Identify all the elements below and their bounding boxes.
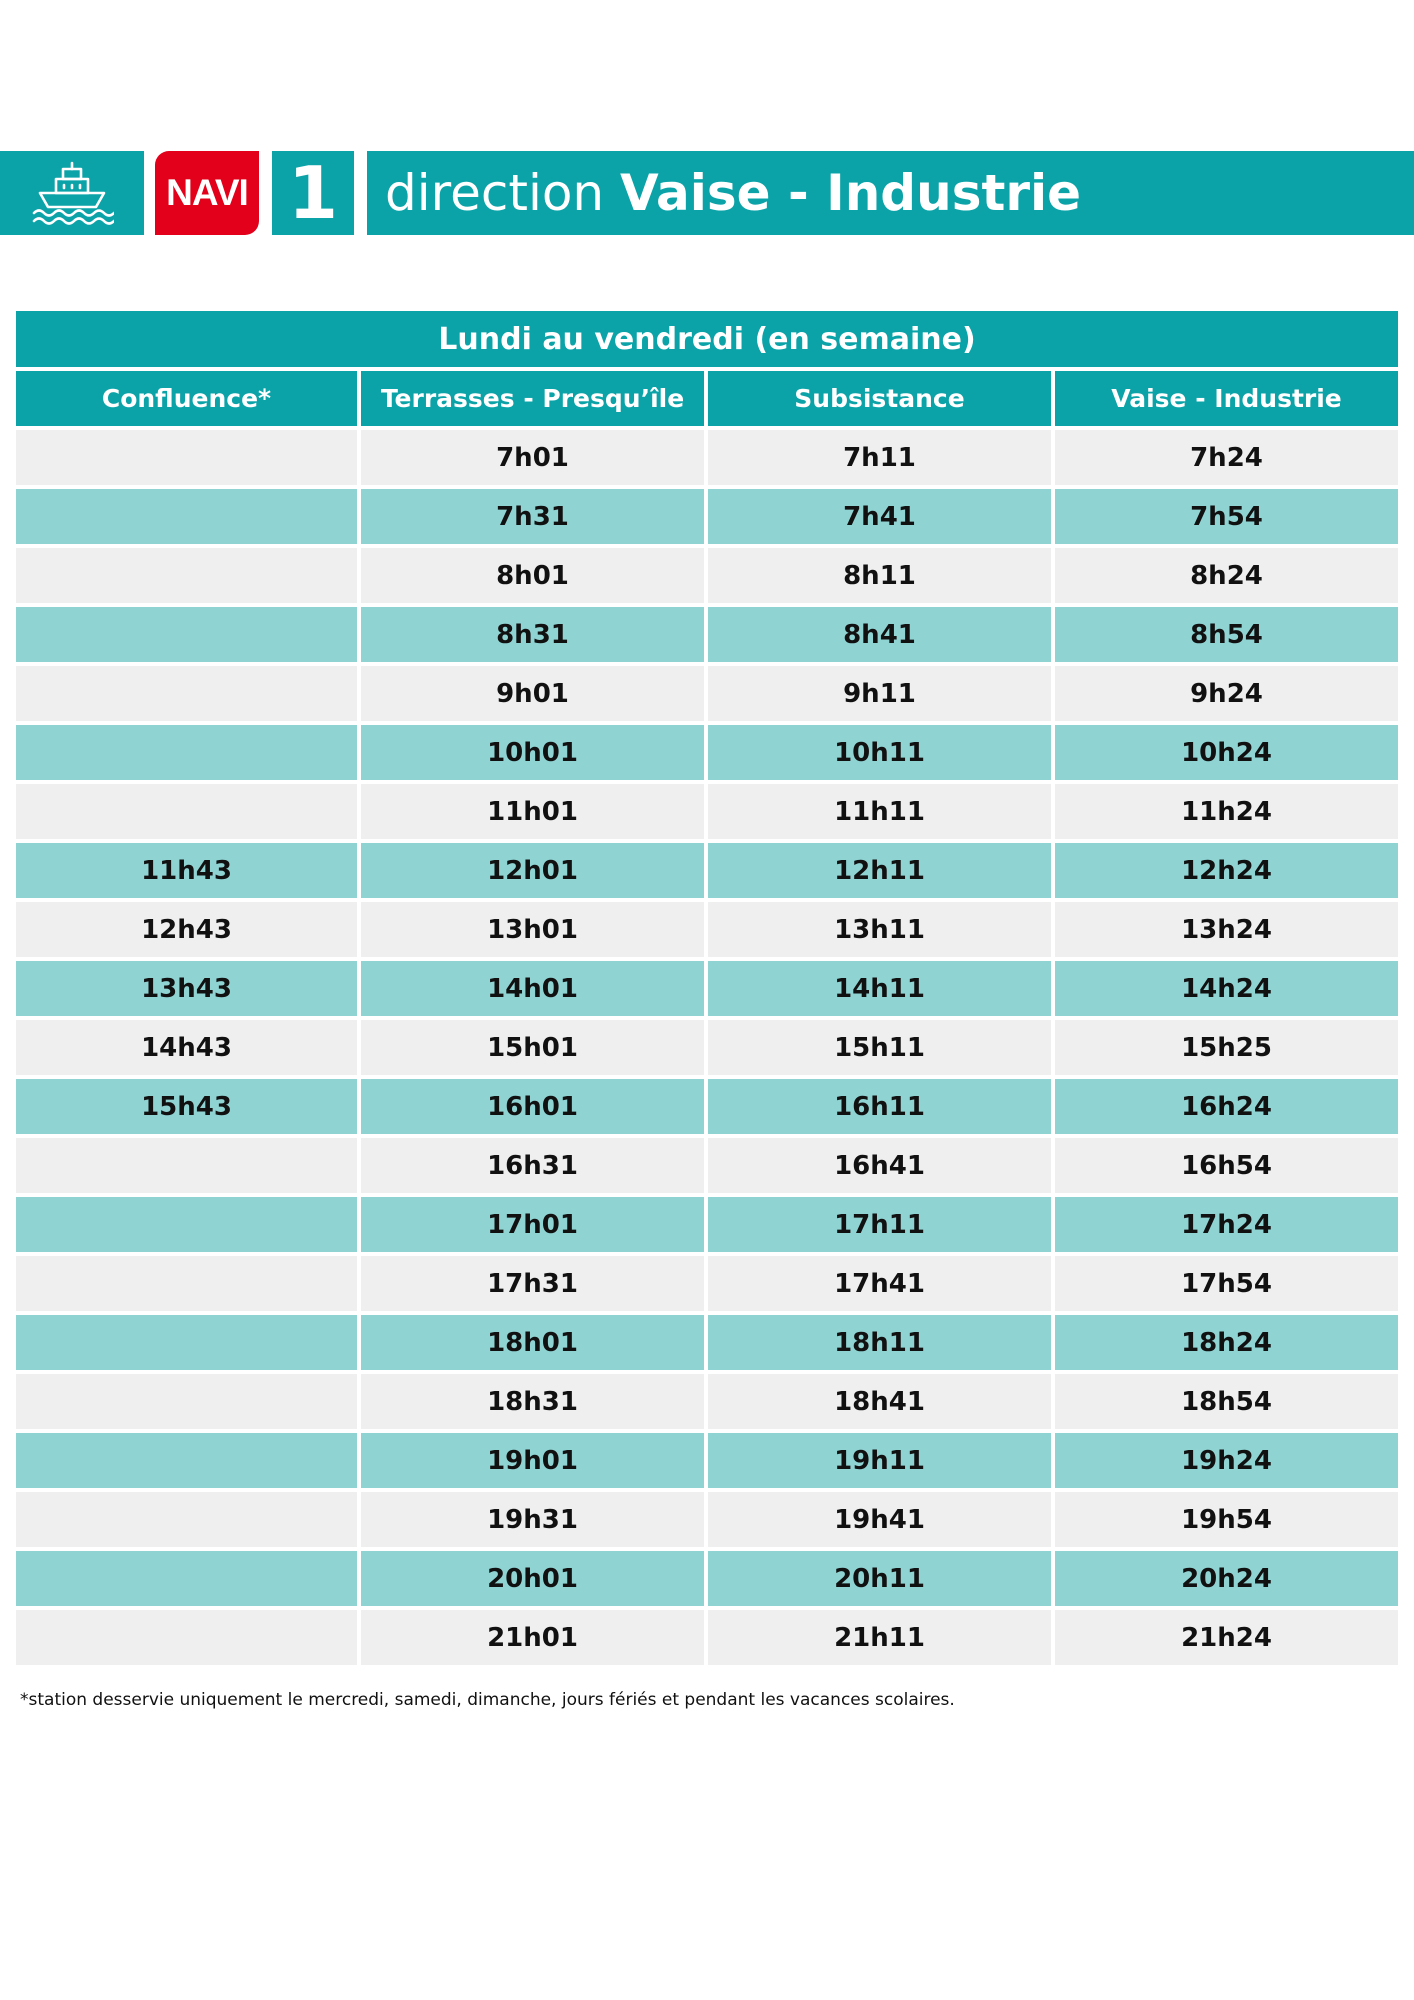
line-number: 1 — [272, 151, 354, 235]
time-cell — [16, 1610, 357, 1665]
navi-logo: NAVI — [155, 151, 259, 235]
time-cell: 14h24 — [1055, 961, 1398, 1016]
time-cell — [16, 1433, 357, 1488]
time-cell: 20h01 — [361, 1551, 704, 1606]
time-cell — [16, 548, 357, 603]
direction-destination: Vaise - Industrie — [620, 164, 1082, 222]
time-cell: 13h24 — [1055, 902, 1398, 957]
time-cell: 11h11 — [708, 784, 1051, 839]
time-cell: 18h11 — [708, 1315, 1051, 1370]
time-cell: 15h43 — [16, 1079, 357, 1134]
time-cell: 19h41 — [708, 1492, 1051, 1547]
direction-prefix: direction — [385, 164, 605, 222]
time-cell: 9h01 — [361, 666, 704, 721]
time-cell: 15h11 — [708, 1020, 1051, 1075]
time-cell — [16, 1551, 357, 1606]
time-cell: 7h11 — [708, 430, 1051, 485]
boat-icon-block — [0, 151, 144, 235]
time-cell: 19h31 — [361, 1492, 704, 1547]
time-cell: 12h01 — [361, 843, 704, 898]
time-cell: 13h01 — [361, 902, 704, 957]
time-cell: 17h01 — [361, 1197, 704, 1252]
time-cell — [16, 666, 357, 721]
day-header: Lundi au vendredi (en semaine) — [16, 311, 1398, 367]
table-row — [16, 1020, 1398, 1075]
time-cell: 21h11 — [708, 1610, 1051, 1665]
column-header-row — [16, 371, 1398, 426]
column-header: Vaise - Industrie — [1055, 371, 1398, 426]
time-cell: 11h43 — [16, 843, 357, 898]
time-cell: 19h01 — [361, 1433, 704, 1488]
time-cell — [16, 1256, 357, 1311]
time-cell — [16, 1138, 357, 1193]
timetable — [16, 311, 1398, 1669]
time-cell: 11h24 — [1055, 784, 1398, 839]
footnote: *station desservie uniquement le mercredi, samedi, dimanche, jours fériés et pendant les vacances scolaires. — [20, 1690, 955, 1710]
time-cell: 15h01 — [361, 1020, 704, 1075]
time-cell: 13h43 — [16, 961, 357, 1016]
time-cell: 15h25 — [1055, 1020, 1398, 1075]
time-cell: 17h24 — [1055, 1197, 1398, 1252]
time-cell: 14h43 — [16, 1020, 357, 1075]
time-cell — [16, 725, 357, 780]
table-row — [16, 1256, 1398, 1311]
time-cell: 8h24 — [1055, 548, 1398, 603]
table-row — [16, 1315, 1398, 1370]
table-row — [16, 1138, 1398, 1193]
time-cell: 10h01 — [361, 725, 704, 780]
time-cell — [16, 430, 357, 485]
table-row — [16, 1079, 1398, 1134]
time-cell: 9h24 — [1055, 666, 1398, 721]
table-row — [16, 961, 1398, 1016]
table-row — [16, 430, 1398, 485]
table-row — [16, 548, 1398, 603]
time-cell: 10h24 — [1055, 725, 1398, 780]
table-row — [16, 489, 1398, 544]
time-cell: 12h43 — [16, 902, 357, 957]
time-cell — [16, 1315, 357, 1370]
time-cell: 17h31 — [361, 1256, 704, 1311]
time-cell: 16h41 — [708, 1138, 1051, 1193]
time-cell — [16, 1374, 357, 1429]
table-row — [16, 725, 1398, 780]
time-cell: 12h11 — [708, 843, 1051, 898]
time-cell: 18h01 — [361, 1315, 704, 1370]
table-row — [16, 902, 1398, 957]
time-cell: 16h54 — [1055, 1138, 1398, 1193]
time-cell — [16, 1492, 357, 1547]
time-cell: 18h54 — [1055, 1374, 1398, 1429]
time-cell — [16, 489, 357, 544]
time-cell: 8h31 — [361, 607, 704, 662]
time-cell: 12h24 — [1055, 843, 1398, 898]
time-cell: 17h11 — [708, 1197, 1051, 1252]
table-row — [16, 1610, 1398, 1665]
time-cell: 16h11 — [708, 1079, 1051, 1134]
time-cell: 10h11 — [708, 725, 1051, 780]
table-row — [16, 1197, 1398, 1252]
table-row — [16, 843, 1398, 898]
time-cell: 8h54 — [1055, 607, 1398, 662]
time-cell: 21h24 — [1055, 1610, 1398, 1665]
table-row — [16, 1433, 1398, 1488]
time-cell: 17h41 — [708, 1256, 1051, 1311]
time-cell — [16, 607, 357, 662]
time-cell: 11h01 — [361, 784, 704, 839]
time-cell: 14h01 — [361, 961, 704, 1016]
time-cell: 21h01 — [361, 1610, 704, 1665]
time-cell: 19h54 — [1055, 1492, 1398, 1547]
time-cell: 18h24 — [1055, 1315, 1398, 1370]
time-cell: 8h41 — [708, 607, 1051, 662]
time-cell: 16h31 — [361, 1138, 704, 1193]
time-cell: 7h24 — [1055, 430, 1398, 485]
table-row — [16, 1374, 1398, 1429]
time-cell: 18h31 — [361, 1374, 704, 1429]
time-cell: 8h01 — [361, 548, 704, 603]
time-cell: 9h11 — [708, 666, 1051, 721]
time-cell: 13h11 — [708, 902, 1051, 957]
time-cell — [16, 1197, 357, 1252]
time-cell — [16, 784, 357, 839]
table-row — [16, 607, 1398, 662]
time-cell: 20h11 — [708, 1551, 1051, 1606]
time-cell: 16h01 — [361, 1079, 704, 1134]
line-banner — [0, 151, 1414, 235]
time-cell: 7h54 — [1055, 489, 1398, 544]
timetable-rows — [16, 430, 1398, 1665]
time-cell: 20h24 — [1055, 1551, 1398, 1606]
boat-icon — [30, 161, 114, 225]
table-row — [16, 1492, 1398, 1547]
table-row — [16, 666, 1398, 721]
time-cell: 7h01 — [361, 430, 704, 485]
table-row — [16, 1551, 1398, 1606]
column-header: Subsistance — [708, 371, 1051, 426]
column-header: Terrasses - Presqu’île — [361, 371, 704, 426]
time-cell: 19h11 — [708, 1433, 1051, 1488]
time-cell: 7h41 — [708, 489, 1051, 544]
time-cell: 14h11 — [708, 961, 1051, 1016]
table-row — [16, 784, 1398, 839]
column-header: Confluence* — [16, 371, 357, 426]
time-cell: 17h54 — [1055, 1256, 1398, 1311]
time-cell: 7h31 — [361, 489, 704, 544]
time-cell: 16h24 — [1055, 1079, 1398, 1134]
time-cell: 8h11 — [708, 548, 1051, 603]
direction-title — [367, 151, 1414, 235]
time-cell: 18h41 — [708, 1374, 1051, 1429]
time-cell: 19h24 — [1055, 1433, 1398, 1488]
